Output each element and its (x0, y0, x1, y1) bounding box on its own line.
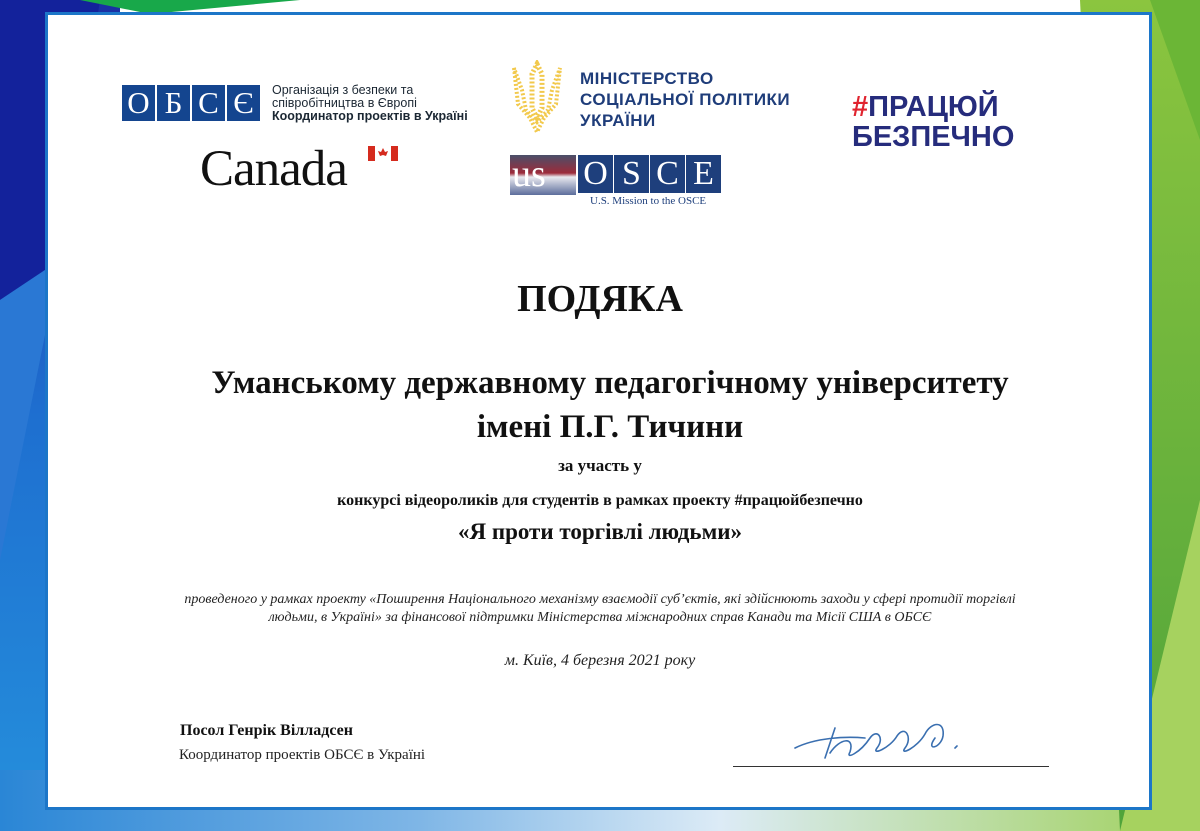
canada-flag-icon (368, 146, 398, 161)
pratsiui-line: ПРАЦЮЙ (868, 91, 999, 123)
osce-letter: С (192, 85, 225, 121)
osce-logo (122, 85, 262, 121)
pratsiui-line: БЕЗПЕЧНО (852, 121, 1015, 153)
pratsiui-bezpechno-logo (852, 92, 1014, 152)
participation-text: за участь у (558, 456, 642, 475)
recipient-line: імені П.Г. Тичини (476, 409, 744, 445)
contest-name: «Я проти торгівлі людьми» (457, 519, 743, 544)
us-osce-logo (510, 155, 726, 195)
osce-latin-letter: S (614, 155, 649, 193)
osce-latin-letter: O (578, 155, 613, 193)
place-date: м. Київ, 4 березня 2021 року (504, 652, 696, 669)
osce-caption-line: Координатор проектів в Україні (272, 109, 468, 123)
project-note-line: людьми, в Україні» за фінансової підтримки Міністерства міжнародних справ Канади та Місії США в ОБСЄ (268, 610, 932, 625)
osce-caption-line: співробітництва в Європі (272, 96, 417, 110)
ministry-line: СОЦІАЛЬНОЇ ПОЛІТИКИ (580, 90, 791, 109)
signature-line (733, 766, 1049, 767)
signer-name: Посол Генрік Вілладсен (180, 722, 353, 739)
project-note (120, 591, 1080, 627)
project-note-line: проведеного у рамках проекту «Поширення Національного механізму взаємодії суб’єктів, які здійснюють заходи у сфері протидії торгівлі (184, 592, 1016, 607)
osce-caption (272, 84, 468, 123)
us-flag-block (510, 155, 576, 195)
us-text: us (512, 155, 546, 195)
certificate-title: ПОДЯКА (517, 278, 683, 320)
recipient-line: Уманському державному педагогічному університету (211, 365, 1009, 401)
ministry-line: МІНІСТЕРСТВО (580, 69, 714, 88)
signer-role: Координатор проектів ОБСЄ в Україні (179, 747, 426, 763)
osce-latin-letter: C (650, 155, 685, 193)
osce-letter: Є (227, 85, 260, 121)
contest-text: конкурсі відеороликів для студентів в рамках проекту #працюйбезпечно (337, 492, 863, 509)
us-mission-caption: U.S. Mission to the OSCE (590, 195, 707, 207)
recipient-name (100, 361, 1120, 449)
canada-text: Canada (200, 141, 347, 197)
hash-sign: # (852, 91, 869, 123)
osce-letter: Б (157, 85, 190, 121)
trident-icon (508, 60, 566, 136)
ministry-logo-text (580, 68, 790, 131)
ministry-line: УКРАЇНИ (580, 111, 656, 130)
osce-latin-block (576, 155, 726, 195)
osce-caption-line: Організація з безпеки та (272, 83, 414, 97)
osce-latin-letter: E (686, 155, 721, 193)
osce-letter: О (122, 85, 155, 121)
handwritten-signature (785, 708, 975, 768)
canada-wordmark (200, 140, 347, 198)
